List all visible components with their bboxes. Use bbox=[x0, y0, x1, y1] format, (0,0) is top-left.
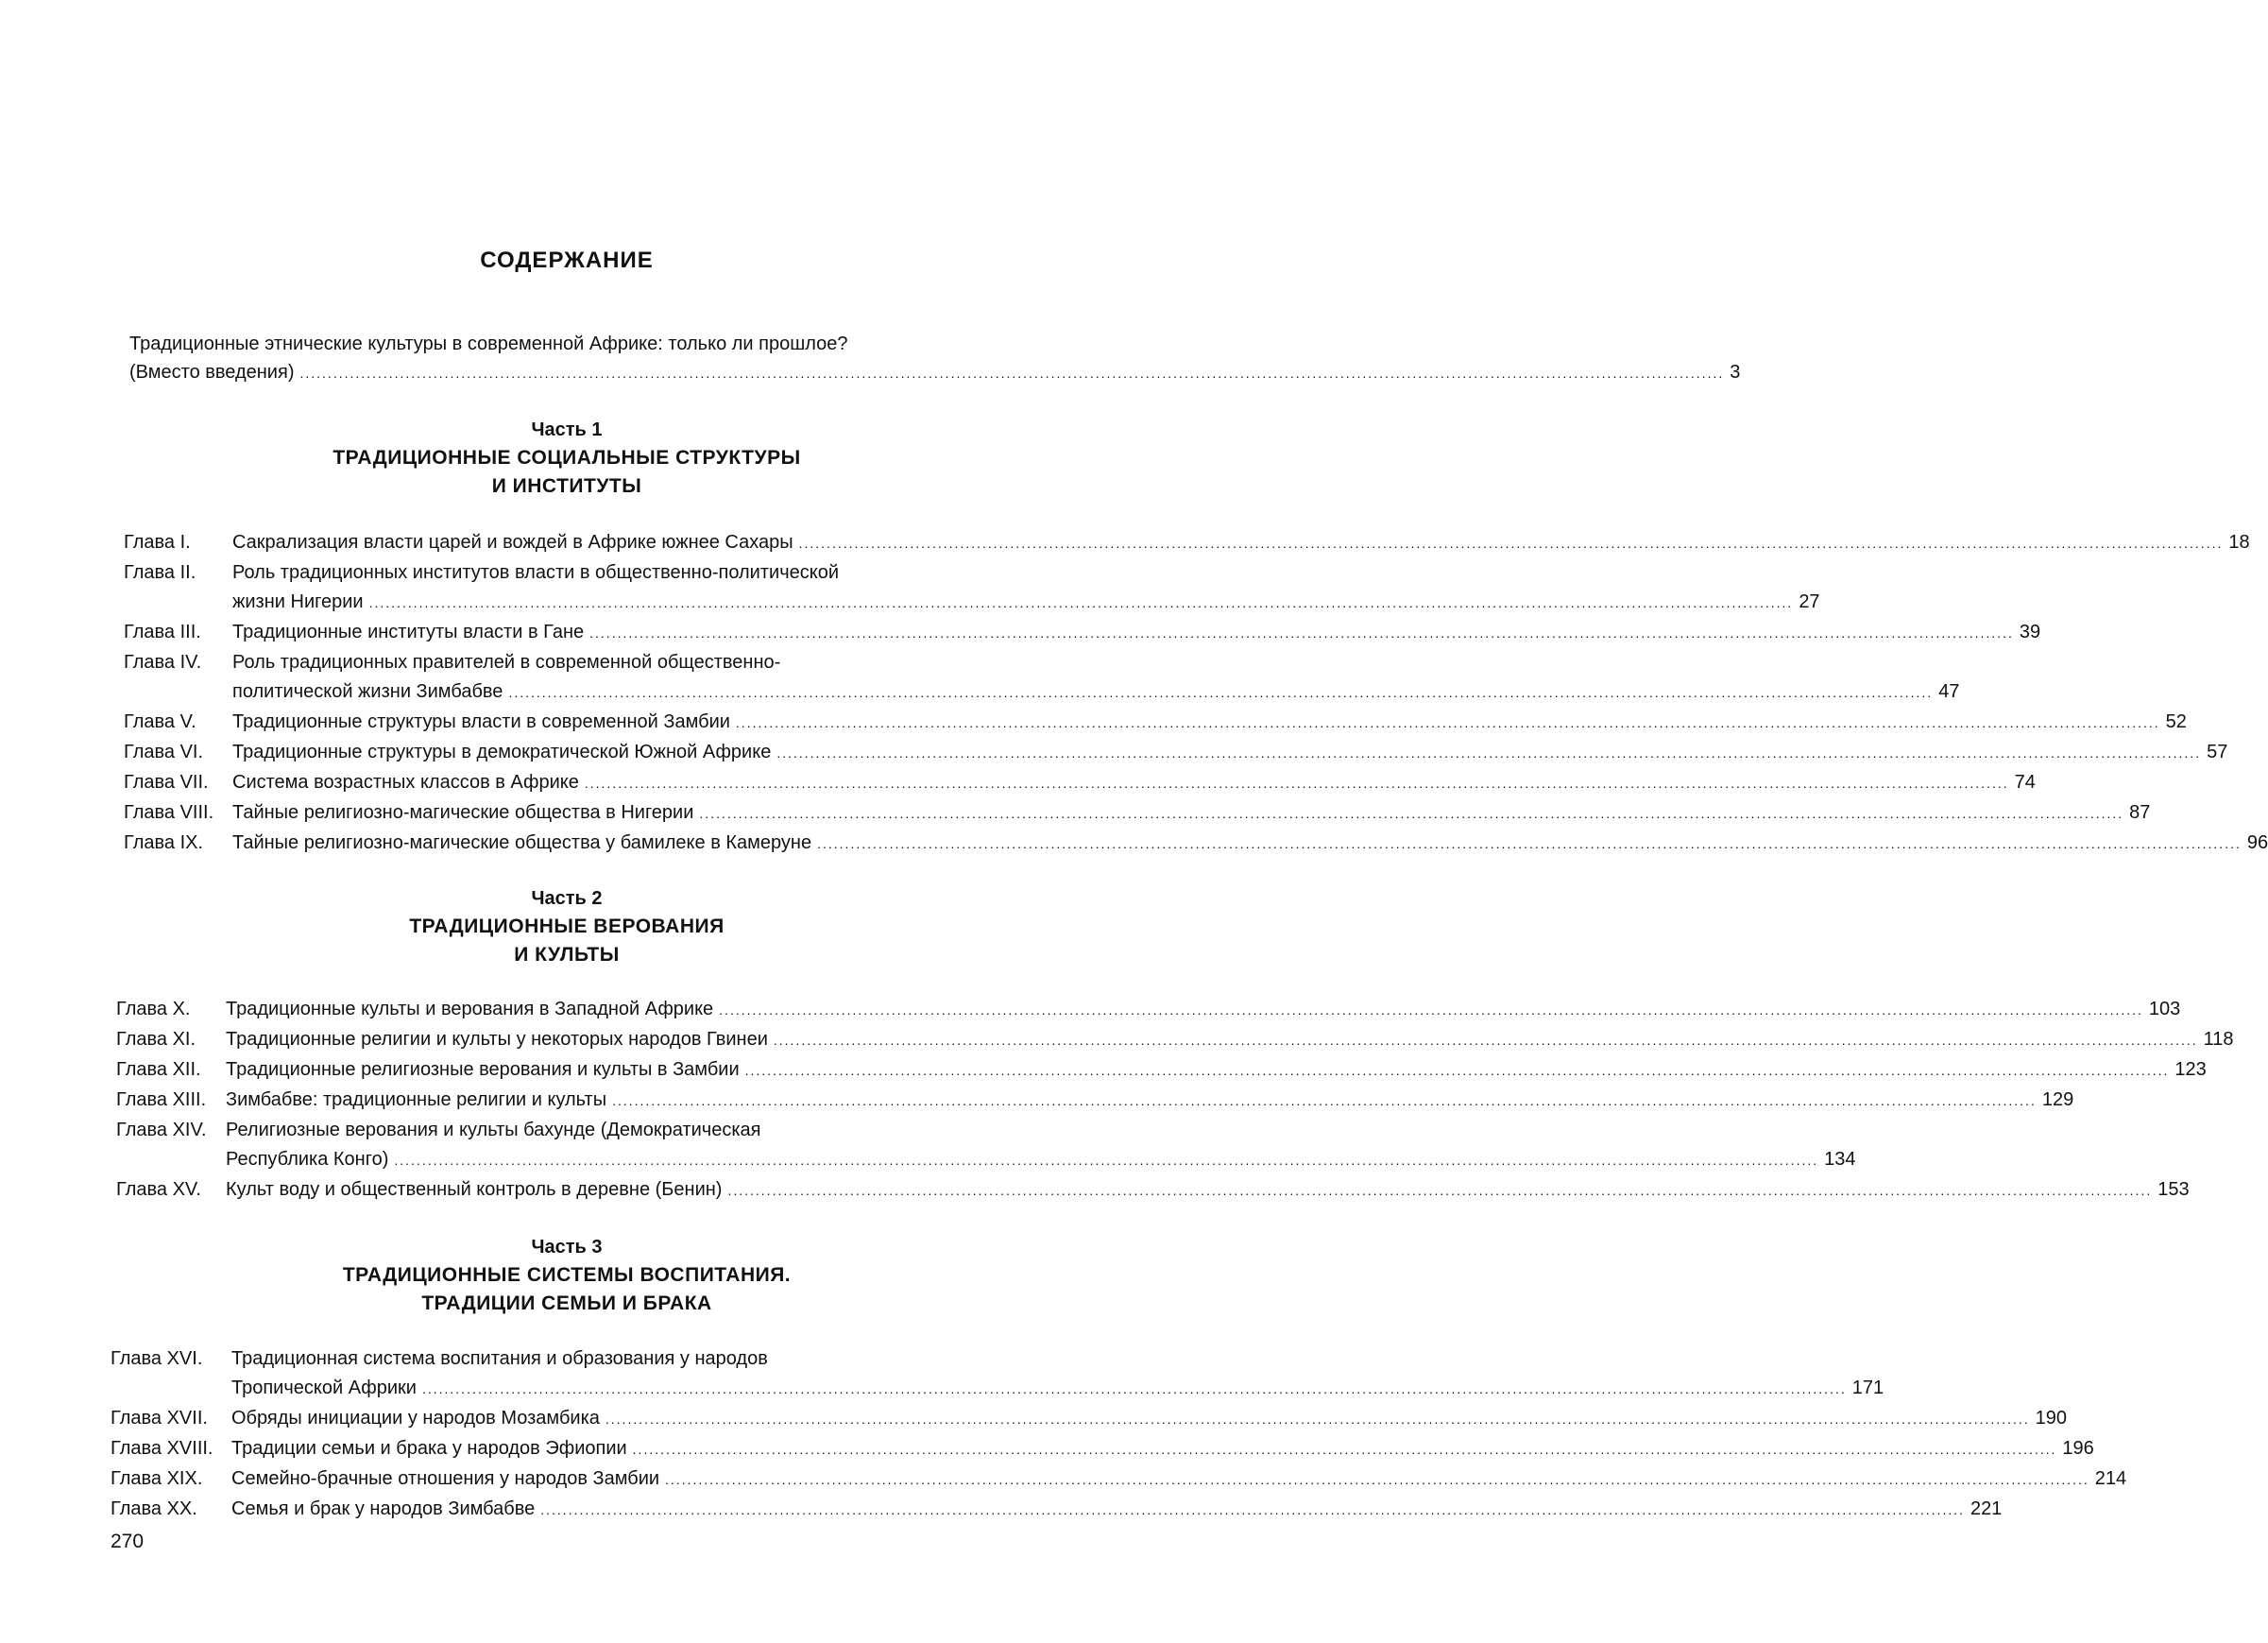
dot-leader bbox=[776, 739, 2201, 768]
chapter-title-text: Зимбабве: традиционные религии и культы bbox=[226, 1089, 607, 1110]
chapter-title-line bbox=[231, 1464, 2126, 1495]
toc-entry[interactable] bbox=[116, 1175, 2190, 1206]
toc-entry[interactable] bbox=[116, 995, 2181, 1025]
chapter-title-text: Традиционные структуры в демократической Южной Африке bbox=[232, 742, 772, 762]
chapter-title-line: Религиозные верования и культы бахунде (Демократическая bbox=[226, 1120, 761, 1140]
chapter-label: Глава XIV. bbox=[116, 1120, 207, 1140]
toc-entry[interactable] bbox=[124, 618, 2041, 648]
chapter-label: Глава XVIII. bbox=[111, 1438, 213, 1459]
chapter-page-number: 214 bbox=[2094, 1468, 2127, 1489]
dot-leader bbox=[508, 678, 1933, 708]
part-title-line-1: ТРАДИЦИОННЫЕ СИСТЕМЫ ВОСПИТАНИЯ. bbox=[342, 1264, 792, 1286]
chapter-page-number: 129 bbox=[2041, 1089, 2074, 1110]
dot-leader bbox=[585, 769, 2009, 798]
chapter-title bbox=[226, 1086, 2073, 1116]
chapter-title bbox=[232, 618, 2040, 648]
chapter-label: Глава XVI. bbox=[111, 1348, 203, 1369]
toc-entry[interactable] bbox=[111, 1404, 2068, 1434]
part-3-heading bbox=[0, 1233, 1134, 1318]
chapter-title bbox=[232, 708, 2187, 738]
dot-leader bbox=[394, 1146, 1818, 1175]
chapter-title-line bbox=[232, 738, 2227, 768]
chapter-label: Глава VI. bbox=[124, 742, 204, 762]
part-title-line-1: ТРАДИЦИОННЫЕ СОЦИАЛЬНЫЕ СТРУКТУРЫ bbox=[333, 447, 801, 469]
chapter-title bbox=[232, 829, 2268, 859]
dot-leader bbox=[665, 1465, 2089, 1495]
chapter-title-line bbox=[231, 1434, 2094, 1464]
dot-leader bbox=[774, 1026, 2198, 1055]
chapter-title-text: Семейно-брачные отношения у народов Замбии bbox=[231, 1468, 660, 1489]
chapter-label: Глава IV. bbox=[124, 652, 202, 673]
chapter-title-text: Семья и брак у народов Зимбабве bbox=[231, 1498, 536, 1519]
chapter-title-text: Сакрализация власти царей и вождей в Африке южнее Сахары bbox=[232, 532, 793, 553]
chapter-title bbox=[231, 1464, 2126, 1495]
part-title-line-2: ТРАДИЦИИ СЕМЬИ И БРАКА bbox=[421, 1292, 712, 1314]
intro-line-2 bbox=[129, 358, 1741, 387]
dot-leader bbox=[299, 359, 1724, 387]
dot-leader bbox=[633, 1435, 2057, 1464]
chapter-title-line bbox=[226, 1055, 2207, 1086]
chapter-title bbox=[231, 1495, 2002, 1525]
part-2-chapter-list bbox=[0, 995, 2234, 1206]
chapter-label: Глава V. bbox=[124, 711, 196, 732]
chapter-title-text: Традиции семьи и брака у народов Эфиопии bbox=[231, 1438, 627, 1459]
chapter-page-number: 171 bbox=[1851, 1378, 1884, 1398]
chapter-label: Глава XV. bbox=[116, 1179, 201, 1200]
chapter-title-line bbox=[232, 618, 2040, 648]
chapter-label: Глава VIII. bbox=[124, 802, 214, 823]
chapter-page-number: 87 bbox=[2129, 802, 2151, 823]
chapter-title bbox=[231, 1344, 1884, 1404]
dot-leader bbox=[719, 996, 2143, 1025]
chapter-title-line bbox=[232, 677, 1959, 708]
chapter-title bbox=[231, 1404, 2067, 1434]
toc-entry[interactable] bbox=[111, 1495, 2003, 1525]
chapter-title-line bbox=[232, 798, 2150, 829]
chapter-title-line: Роль традиционных правителей в современной общественно- bbox=[232, 652, 781, 673]
chapter-page-number: 18 bbox=[2228, 532, 2250, 553]
part-title-line-1: ТРАДИЦИОННЫЕ ВЕРОВАНИЯ bbox=[409, 916, 725, 937]
chapter-title bbox=[232, 648, 1959, 708]
chapter-title-line bbox=[226, 1086, 2073, 1116]
toc-entry[interactable] bbox=[116, 1025, 2234, 1055]
dot-leader bbox=[799, 529, 2224, 558]
toc-entry[interactable] bbox=[116, 1116, 1856, 1175]
chapter-title-line bbox=[232, 528, 2250, 558]
toc-entry[interactable] bbox=[124, 798, 2151, 829]
chapter-title-line: Традиционная система воспитания и образования у народов bbox=[231, 1348, 768, 1369]
chapter-title-line bbox=[226, 995, 2180, 1025]
dot-leader bbox=[605, 1405, 2030, 1434]
chapter-label: Глава XX. bbox=[111, 1498, 197, 1519]
chapter-page-number: 190 bbox=[2035, 1408, 2068, 1429]
page-number-footer: 270 bbox=[111, 1531, 145, 1552]
chapter-label: Глава XI. bbox=[116, 1029, 196, 1050]
chapter-title-text: политической жизни Зимбабве bbox=[232, 681, 503, 702]
part-3-chapter-list bbox=[0, 1344, 2127, 1525]
chapter-label: Глава II. bbox=[124, 562, 196, 583]
chapter-title-line bbox=[232, 829, 2268, 859]
chapter-title-text: Обряды инициации у народов Мозамбика bbox=[231, 1408, 600, 1429]
chapter-title-line bbox=[231, 1404, 2067, 1434]
chapter-title bbox=[226, 1116, 1856, 1175]
chapter-page-number: 47 bbox=[1938, 681, 1960, 702]
intro-line-2-text: (Вместо введения) bbox=[129, 362, 295, 383]
toc-entry[interactable] bbox=[124, 648, 1960, 708]
chapter-label: Глава XVII. bbox=[111, 1408, 208, 1429]
chapter-page-number: 118 bbox=[2203, 1029, 2234, 1050]
chapter-title-line bbox=[232, 768, 2036, 798]
part-2-heading bbox=[0, 884, 1134, 969]
page-title: СОДЕРЖАНИЕ bbox=[480, 248, 654, 273]
part-1-heading bbox=[0, 416, 1134, 501]
dot-leader bbox=[745, 1056, 2170, 1086]
chapter-label: Глава XIII. bbox=[116, 1089, 207, 1110]
dot-leader bbox=[589, 619, 2014, 648]
chapter-label: Глава XII. bbox=[116, 1059, 201, 1080]
chapter-label: Глава IX. bbox=[124, 832, 204, 853]
chapter-title-text: жизни Нигерии bbox=[232, 591, 364, 612]
chapter-title bbox=[232, 768, 2036, 798]
toc-entry[interactable] bbox=[124, 768, 2036, 798]
chapter-title-text: Традиционные религии и культы у некоторых народов Гвинеи bbox=[226, 1029, 768, 1050]
dot-leader bbox=[727, 1176, 2152, 1206]
part-label: Часть 1 bbox=[531, 419, 603, 440]
intro-line-1: Традиционные этнические культуры в современной Африке: только ли прошлое? bbox=[129, 334, 848, 354]
toc-entry[interactable] bbox=[116, 1086, 2074, 1116]
intro-page-number: 3 bbox=[1730, 362, 1741, 383]
chapter-page-number: 221 bbox=[1970, 1498, 2003, 1519]
chapter-title-text: Тропической Африки bbox=[231, 1378, 417, 1398]
chapter-title-text: Республика Конго) bbox=[226, 1149, 389, 1170]
chapter-title-text: Традиционные религиозные верования и культы в Замбии bbox=[226, 1059, 740, 1080]
part-label: Часть 3 bbox=[531, 1237, 603, 1258]
chapter-title bbox=[226, 1175, 2190, 1206]
dot-leader bbox=[540, 1496, 1965, 1525]
chapter-title-text: Система возрастных классов в Африке bbox=[232, 772, 579, 793]
chapter-page-number: 96 bbox=[2246, 832, 2268, 853]
chapter-title bbox=[226, 995, 2180, 1025]
toc-entry[interactable] bbox=[111, 1464, 2127, 1495]
chapter-title bbox=[231, 1434, 2094, 1464]
chapter-page-number: 153 bbox=[2157, 1179, 2190, 1200]
toc-entry[interactable] bbox=[124, 708, 2187, 738]
toc-entry[interactable] bbox=[124, 558, 1820, 618]
chapter-title-line bbox=[226, 1145, 1856, 1175]
toc-entry[interactable] bbox=[124, 528, 2250, 558]
chapter-title-line bbox=[231, 1374, 1884, 1404]
dot-leader bbox=[817, 830, 2242, 859]
chapter-page-number: 39 bbox=[2019, 622, 2041, 642]
chapter-title-line bbox=[226, 1175, 2190, 1206]
chapter-title-text: Традиционные культы и верования в Западной Африке bbox=[226, 999, 714, 1019]
dot-leader bbox=[699, 799, 2123, 829]
intro-entry[interactable] bbox=[129, 330, 1741, 387]
chapter-title bbox=[232, 528, 2250, 558]
toc-entry[interactable] bbox=[124, 738, 2228, 768]
chapter-title-text: Традиционные институты власти в Гане bbox=[232, 622, 585, 642]
chapter-label: Глава X. bbox=[116, 999, 191, 1019]
chapter-title-line: Роль традиционных институтов власти в общественно-политической bbox=[232, 562, 840, 583]
chapter-label: Глава XIX. bbox=[111, 1468, 203, 1489]
chapter-title bbox=[226, 1025, 2234, 1055]
toc-entry[interactable] bbox=[124, 829, 2268, 859]
part-label: Часть 2 bbox=[531, 888, 603, 909]
chapter-page-number: 196 bbox=[2062, 1438, 2094, 1459]
chapter-title-text: Тайные религиозно-магические общества в Нигерии bbox=[232, 802, 694, 823]
part-1-chapter-list bbox=[0, 528, 2268, 859]
dot-leader bbox=[612, 1087, 2037, 1116]
chapter-page-number: 123 bbox=[2174, 1059, 2207, 1080]
chapter-page-number: 134 bbox=[1824, 1149, 1856, 1170]
chapter-title bbox=[226, 1055, 2207, 1086]
part-title-line-2: И КУЛЬТЫ bbox=[514, 944, 620, 966]
toc-entry[interactable] bbox=[111, 1434, 2094, 1464]
chapter-label: Глава III. bbox=[124, 622, 201, 642]
dot-leader bbox=[369, 589, 1794, 618]
chapter-page-number: 103 bbox=[2148, 999, 2181, 1019]
chapter-title bbox=[232, 738, 2227, 768]
chapter-title-line bbox=[231, 1495, 2002, 1525]
chapter-title bbox=[232, 558, 1820, 618]
chapter-page-number: 27 bbox=[1799, 591, 1820, 612]
chapter-title-text: Традиционные структуры власти в современной Замбии bbox=[232, 711, 730, 732]
chapter-page-number: 52 bbox=[2165, 711, 2187, 732]
toc-entry[interactable] bbox=[111, 1344, 1884, 1404]
chapter-title-line bbox=[226, 1025, 2234, 1055]
chapter-page-number: 74 bbox=[2014, 772, 2036, 793]
chapter-title bbox=[232, 798, 2150, 829]
part-title-line-2: И ИНСТИТУТЫ bbox=[491, 475, 642, 497]
chapter-title-line bbox=[232, 708, 2187, 738]
dot-leader bbox=[736, 709, 2160, 738]
dot-leader bbox=[422, 1375, 1847, 1404]
chapter-label: Глава I. bbox=[124, 532, 191, 553]
chapter-title-text: Тайные религиозно-магические общества у бамилеке в Камеруне bbox=[232, 832, 812, 853]
chapter-title-text: Культ воду и общественный контроль в деревне (Бенин) bbox=[226, 1179, 723, 1200]
toc-entry[interactable] bbox=[116, 1055, 2207, 1086]
chapter-title-line bbox=[232, 588, 1820, 618]
chapter-page-number: 57 bbox=[2207, 742, 2228, 762]
chapter-label: Глава VII. bbox=[124, 772, 209, 793]
